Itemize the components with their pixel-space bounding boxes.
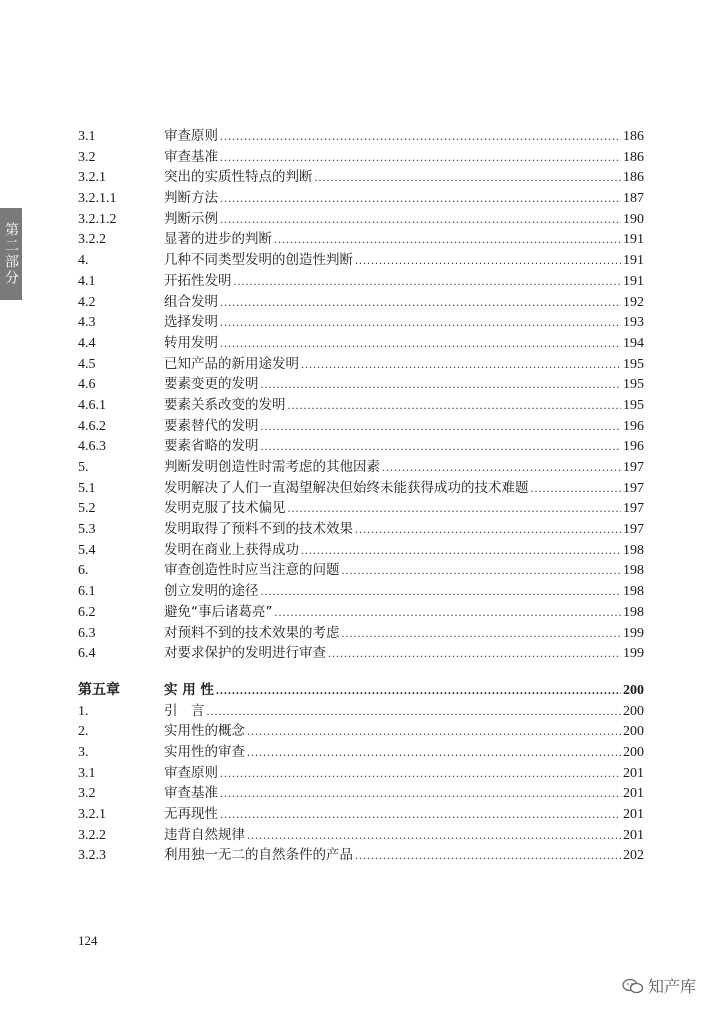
toc-leader-dots [301,357,621,372]
chapter-gap [78,662,644,678]
toc-entry-title: 审查基准 [164,785,218,802]
toc-entry-page: 195 [623,377,644,393]
toc-entry-title: 已知产品的新用途发明 [164,355,299,372]
toc-entry-num: 5.2 [78,501,96,517]
toc-entry-page: 198 [623,563,644,579]
toc-entry-title: 转用发明 [164,334,218,351]
toc-leader-dots [220,212,621,227]
toc-leader-dots [216,683,621,698]
toc-entry-page: 200 [623,744,644,760]
toc-leader-dots [382,460,621,475]
toc-entry-title: 组合发明 [164,293,218,310]
toc-entry-num: 3.2.1.1 [78,191,117,207]
toc-row[interactable] [78,165,644,186]
toc-entry-page: 191 [623,232,644,248]
toc-entry-title: 选择发明 [164,314,218,331]
toc-entry-page: 197 [623,501,644,517]
toc-row[interactable] [78,248,644,269]
toc-entry-page: 202 [623,848,644,864]
toc-entry-page: 196 [623,418,644,434]
toc-row[interactable] [78,699,644,720]
toc-entry-page: 198 [623,542,644,558]
toc-row[interactable] [78,352,644,373]
toc-row[interactable] [78,719,644,740]
toc-entry-page: 201 [623,786,644,802]
toc-entry-num: 6. [78,563,89,579]
toc-row[interactable] [78,455,644,476]
toc-entry-title: 审查创造性时应当注意的问题 [164,562,340,579]
toc-entry-page: 190 [623,211,644,227]
toc-entry-title: 实用性的审查 [164,743,245,760]
toc-entry-title: 利用独一无二的自然条件的产品 [164,847,353,864]
toc-chapter-num: 第五章 [78,682,120,698]
toc-entry-num: 6.2 [78,604,96,620]
toc-leader-dots [220,129,621,144]
toc-leader-dots [220,315,621,330]
toc-entry-title: 要素省略的发明 [164,438,259,455]
toc-row[interactable] [78,414,644,435]
toc-leader-dots [355,848,621,863]
toc-leader-dots [220,150,621,165]
toc-leader-dots [274,232,621,247]
toc-entry-title: 对预料不到的技术效果的考虑 [164,624,340,641]
toc-entry-page: 193 [623,315,644,331]
table-of-contents [78,124,644,864]
toc-entry-title: 引 言 [164,702,205,719]
toc-entry-num: 3.1 [78,129,96,144]
toc-entry-page: 186 [623,129,644,144]
toc-entry-num: 3.2.2 [78,827,106,843]
toc-row[interactable] [78,621,644,642]
toc-leader-dots [261,439,622,454]
toc-leader-dots [355,522,621,537]
toc-leader-dots [247,745,621,760]
toc-entry-title: 创立发明的途径 [164,583,259,600]
toc-entry-num: 3.2.3 [78,848,106,864]
toc-row[interactable] [78,496,644,517]
toc-entry-page: 201 [623,765,644,781]
toc-entry-page: 201 [623,827,644,843]
toc-entry-num: 5. [78,460,89,475]
toc-entry-page: 194 [623,335,644,351]
toc-leader-dots [288,398,622,413]
wechat-icon [622,978,644,994]
toc-entry-title: 要素替代的发明 [164,417,259,434]
toc-entry-num: 6.4 [78,646,96,662]
toc-entry-num: 3.2.2 [78,232,106,248]
toc-section-b [78,699,644,865]
toc-leader-dots [342,626,622,641]
toc-chapter-row[interactable] [78,678,644,699]
toc-entry-page: 200 [623,703,644,719]
toc-entry-num: 6.1 [78,584,96,600]
toc-row[interactable] [78,740,644,761]
toc-entry-page: 187 [623,191,644,207]
toc-leader-dots [234,274,622,289]
toc-entry-page: 186 [623,149,644,165]
toc-leader-dots [220,191,621,206]
toc-leader-dots [220,786,621,801]
toc-entry-page: 195 [623,356,644,372]
toc-leader-dots [342,563,622,578]
toc-entry-title: 显著的进步的判断 [164,231,272,248]
toc-entry-page: 191 [623,253,644,269]
toc-entry-page: 191 [623,273,644,289]
toc-row[interactable] [78,558,644,579]
toc-entry-num: 4.5 [78,356,96,372]
toc-entry-num: 3.2 [78,149,96,165]
page-number: 124 [78,933,98,948]
toc-entry-title: 审查原则 [164,128,218,144]
toc-entry-page: 195 [623,397,644,413]
toc-row[interactable] [78,434,644,455]
toc-entry-num: 3.2.1.2 [78,211,117,227]
toc-entry-num: 3. [78,744,89,760]
toc-row[interactable] [78,517,644,538]
toc-entry-title: 发明解决了人们一直渴望解决但始终未能获得成功的技术难题 [164,479,529,496]
toc-row[interactable] [78,641,644,662]
toc-entry-title: 判断发明创造性时需考虑的其他因素 [164,459,380,475]
toc-leader-dots [301,543,621,558]
toc-entry-title: 判断方法 [164,190,218,207]
toc-leader-dots [315,170,622,185]
toc-entry-page: 199 [623,646,644,662]
watermark-text: 知产库 [648,977,697,996]
toc-entry-num: 5.1 [78,480,96,496]
toc-row[interactable] [78,600,644,621]
toc-leader-dots [261,419,622,434]
toc-entry-page: 196 [623,439,644,455]
toc-entry-title: 开拓性发明 [164,272,232,289]
watermark [622,974,696,997]
toc-leader-dots [355,253,621,268]
toc-row[interactable] [78,823,644,844]
toc-leader-dots [261,584,622,599]
toc-row[interactable] [78,145,644,166]
toc-entry-num: 4.4 [78,335,96,351]
toc-entry-num: 3.2.1 [78,170,106,186]
toc-leader-dots [220,336,621,351]
toc-leader-dots [261,377,622,392]
toc-entry-title: 违背自然规律 [164,826,245,843]
toc-entry-num: 3.2 [78,786,96,802]
toc-entry-num: 4.3 [78,315,96,331]
toc-row[interactable] [78,207,644,228]
toc-entry-num: 3.1 [78,765,96,781]
toc-entry-num: 5.3 [78,522,96,538]
toc-entry-title: 审查基准 [164,148,218,165]
toc-entry-title: 发明克服了技术偏见 [164,500,286,517]
toc-entry-page: 198 [623,604,644,620]
toc-leader-dots [531,481,622,496]
toc-row[interactable] [78,781,644,802]
toc-entry-page: 201 [623,807,644,822]
toc-row[interactable] [78,843,644,864]
toc-entry-page: 200 [623,724,644,740]
toc-entry-title: 要素变更的发明 [164,376,259,393]
toc-leader-dots [220,295,621,310]
toc-entry-page: 192 [623,294,644,310]
toc-entry-title: 发明在商业上获得成功 [164,541,299,558]
toc-row[interactable] [78,269,644,290]
toc-row[interactable] [78,186,644,207]
toc-entry-title: 发明取得了预料不到的技术效果 [164,521,353,538]
toc-entry-num: 3.2.1 [78,807,106,822]
toc-section-a [78,124,644,662]
toc-entry-title: 审查原则 [164,764,218,781]
toc-entry-title: 无再现性 [164,806,218,822]
toc-row[interactable] [78,290,644,311]
toc-entry-title: 对要求保护的发明进行审查 [164,645,326,662]
toc-entry-num: 4.6 [78,377,96,393]
toc-row[interactable] [78,227,644,248]
toc-entry-num: 2. [78,724,89,740]
toc-entry-num: 4.6.3 [78,439,106,455]
toc-entry-page: 198 [623,584,644,600]
toc-leader-dots [220,807,621,822]
toc-row[interactable] [78,331,644,352]
toc-leader-dots [288,501,622,516]
toc-row[interactable] [78,761,644,782]
toc-entry-title: 避免“事后诸葛亮” [164,603,273,620]
toc-entry-num: 4. [78,253,89,269]
toc-row[interactable] [78,310,644,331]
toc-row[interactable] [78,802,644,823]
part-side-tab: 第二部分 [0,208,22,300]
toc-entry-num: 4.6.1 [78,397,106,413]
toc-entry-num: 4.1 [78,273,96,289]
toc-row[interactable] [78,579,644,600]
toc-chapter-page: 200 [623,682,644,698]
toc-entry-num: 5.4 [78,542,96,558]
toc-entry-title: 突出的实质性特点的判断 [164,169,313,186]
toc-entry-num: 4.2 [78,294,96,310]
toc-entry-title: 实用性的概念 [164,723,245,740]
toc-entry-num: 6.3 [78,625,96,641]
toc-entry-num: 4.6.2 [78,418,106,434]
toc-leader-dots [207,704,622,719]
toc-leader-dots [247,828,621,843]
toc-entry-title: 判断示例 [164,210,218,227]
toc-leader-dots [220,766,621,781]
toc-entry-page: 199 [623,625,644,641]
toc-row[interactable] [78,538,644,559]
toc-entry-page: 186 [623,170,644,186]
toc-row[interactable] [78,476,644,497]
toc-chapter-title: 实 用 性 [164,681,214,698]
toc-leader-dots [275,605,622,620]
toc-entry-title: 要素关系改变的发明 [164,396,286,413]
toc-row[interactable] [78,124,644,145]
toc-row[interactable] [78,372,644,393]
toc-entry-page: 197 [623,460,644,475]
toc-entry-num: 1. [78,703,89,719]
toc-entry-page: 197 [623,480,644,496]
toc-entry-title: 几种不同类型发明的创造性判断 [164,252,353,269]
toc-entry-page: 197 [623,522,644,538]
toc-leader-dots [247,724,621,739]
toc-row[interactable] [78,393,644,414]
toc-leader-dots [328,646,621,661]
